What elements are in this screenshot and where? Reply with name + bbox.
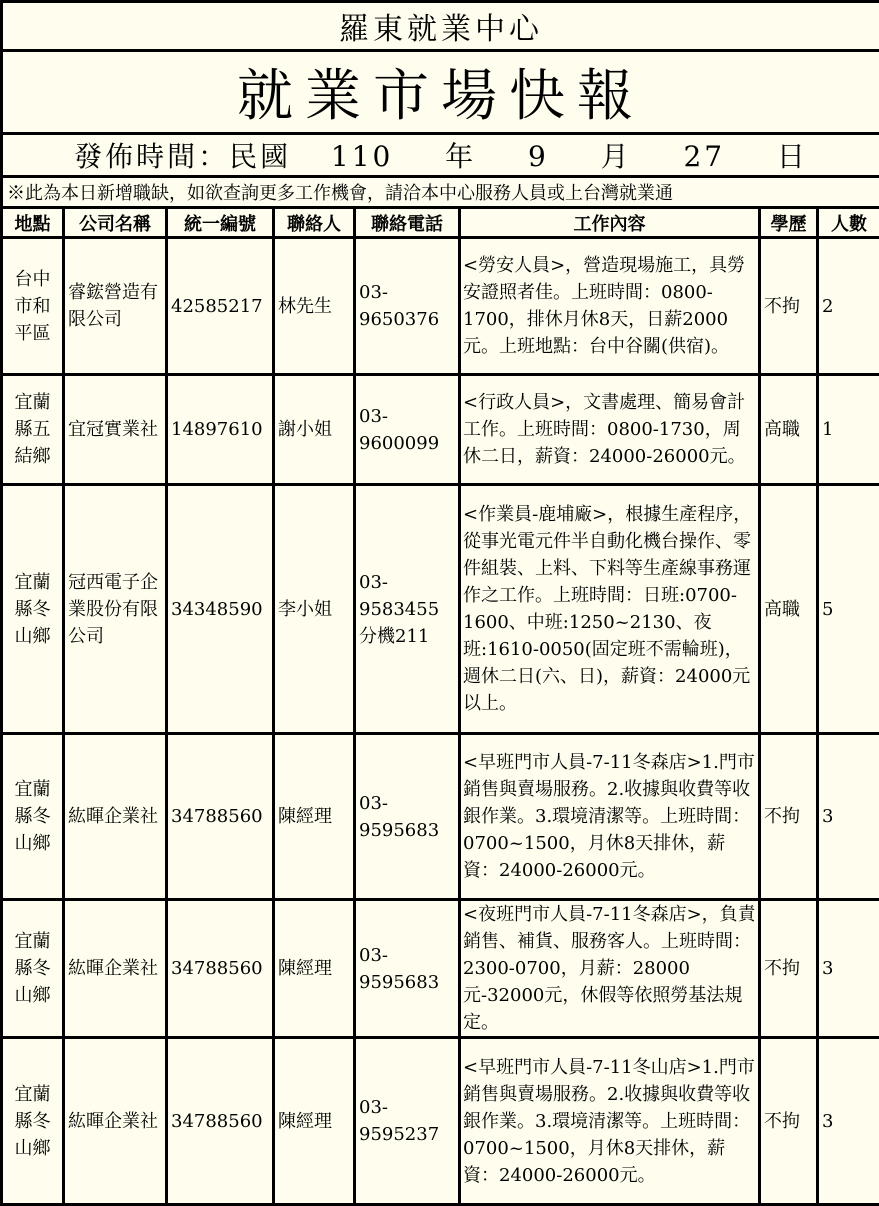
row-count: 3 (818, 734, 879, 900)
row-location: 宜蘭縣冬山鄉 (2, 485, 64, 734)
date-month: 9 (528, 140, 549, 173)
row-tax-id: 14897610 (167, 375, 274, 485)
row-contact: 陳經理 (274, 734, 355, 900)
row-phone: 03-9583455分機211 (355, 485, 460, 734)
row-education: 不拘 (760, 734, 818, 900)
row-count: 1 (818, 375, 879, 485)
row-phone: 03-9650376 (355, 238, 460, 375)
row-company: 紘暉企業社 (64, 1038, 167, 1205)
row-tax-id: 34788560 (167, 734, 274, 900)
row-tax-id: 34348590 (167, 485, 274, 734)
row-contact: 謝小姐 (274, 375, 355, 485)
header-education: 學歷 (760, 208, 818, 238)
row-company: 宜冠實業社 (64, 375, 167, 485)
row-job: <作業員-鹿埔廠>，根據生產程序，從事光電元件半自動化機台操作、零件組裝、上料、下料等生產線事務運作之工作。上班時間：日班:0700-1600、中班:1250~2130、夜班:1610-0050(固定班不需輪班)，週休二日(六、日)，薪資：24000元以上。 (460, 485, 760, 734)
row-education: 不拘 (760, 900, 818, 1038)
date-year: 110 (331, 140, 393, 173)
header-contact: 聯絡人 (274, 208, 355, 238)
row-tax-id: 42585217 (167, 238, 274, 375)
row-location: 宜蘭縣五結鄉 (2, 375, 64, 485)
row-count: 5 (818, 485, 879, 734)
org-name: 羅東就業中心 (2, 2, 879, 51)
table-row (2, 734, 879, 900)
row-phone: 03-9600099 (355, 375, 460, 485)
table-row (2, 375, 879, 485)
date-year-unit: 年 (445, 135, 476, 175)
row-tax-id: 34788560 (167, 1038, 274, 1205)
row-job: <早班門市人員-7-11冬森店>1.門市銷售與賣場服務。2.收據與收費等收銀作業。3.環境清潔等。上班時間：0700~1500，月休8天排休，薪資：24000-26000元。 (460, 734, 760, 900)
publish-date (2, 134, 879, 177)
row-job: <早班門市人員-7-11冬山店>1.門市銷售與賣場服務。2.收據與收費等收銀作業。3.環境清潔等。上班時間：0700~1500，月休8天排休，薪資：24000-26000元。 (460, 1038, 760, 1205)
date-day-unit: 日 (777, 135, 808, 175)
row-company: 睿鋐營造有限公司 (64, 238, 167, 375)
table-header-row (2, 208, 879, 238)
header-location: 地點 (2, 208, 64, 238)
notice-line: ※此為本日新增職缺，如欲查詢更多工作機會，請洽本中心服務人員或上台灣就業通 (2, 177, 879, 208)
header-count: 人數 (818, 208, 879, 238)
row-phone: 03-9595683 (355, 734, 460, 900)
row-company: 紘暉企業社 (64, 900, 167, 1038)
row-location: 宜蘭縣冬山鄉 (2, 1038, 64, 1205)
row-contact: 林先生 (274, 238, 355, 375)
row-phone: 03-9595683 (355, 900, 460, 1038)
row-job: <夜班門市人員-7-11冬森店>，負責銷售、補貨、服務客人。上班時間：2300-0700，月薪：28000元-32000元，休假等依照勞基法規定。 (460, 900, 760, 1038)
row-tax-id: 34788560 (167, 900, 274, 1038)
row-count: 3 (818, 1038, 879, 1205)
row-job: <勞安人員>，營造現場施工，具勞安證照者佳。上班時間：0800-1700，排休月休8天，日薪2000元。上班地點：台中谷關(供宿)。 (460, 238, 760, 375)
table-row (2, 1038, 879, 1205)
header-tax-id: 統一編號 (167, 208, 274, 238)
date-label: 發佈時間：民國 (74, 135, 291, 175)
header-company: 公司名稱 (64, 208, 167, 238)
table-row (2, 238, 879, 375)
date-day: 27 (683, 140, 725, 173)
header-phone: 聯絡電話 (355, 208, 460, 238)
row-contact: 李小姐 (274, 485, 355, 734)
table-row (2, 900, 879, 1038)
row-location: 台中市和平區 (2, 238, 64, 375)
row-education: 不拘 (760, 1038, 818, 1205)
row-education: 高職 (760, 375, 818, 485)
row-contact: 陳經理 (274, 900, 355, 1038)
row-company: 紘暉企業社 (64, 734, 167, 900)
header-job: 工作內容 (460, 208, 760, 238)
table-row (2, 485, 879, 734)
bulletin-title: 就業市場快報 (2, 51, 879, 134)
row-phone: 03-9595237 (355, 1038, 460, 1205)
row-contact: 陳經理 (274, 1038, 355, 1205)
date-month-unit: 月 (601, 135, 632, 175)
row-count: 3 (818, 900, 879, 1038)
row-education: 高職 (760, 485, 818, 734)
row-location: 宜蘭縣冬山鄉 (2, 900, 64, 1038)
row-job: <行政人員>，文書處理、簡易會計工作。上班時間：0800-1730，周休二日，薪資：24000-26000元。 (460, 375, 760, 485)
row-location: 宜蘭縣冬山鄉 (2, 734, 64, 900)
row-count: 2 (818, 238, 879, 375)
row-education: 不拘 (760, 238, 818, 375)
row-company: 冠西電子企業股份有限公司 (64, 485, 167, 734)
